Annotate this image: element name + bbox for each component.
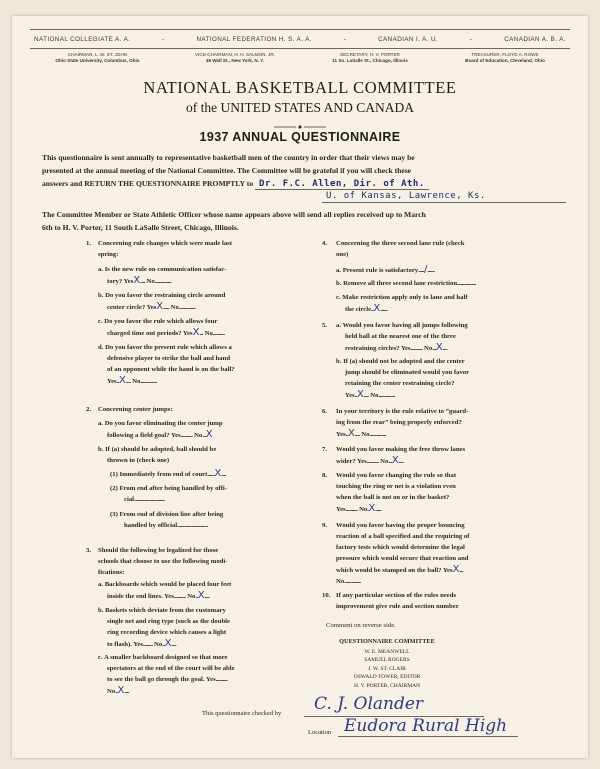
check-no-mark[interactable]: X xyxy=(117,685,125,696)
check-no-mark[interactable]: X xyxy=(368,503,376,514)
location-label: Location xyxy=(308,729,332,736)
org-sep: - xyxy=(343,35,347,43)
check-no-mark[interactable]: X xyxy=(164,638,172,649)
comment-note: Comment on reverse side. xyxy=(326,622,396,629)
org-sep: - xyxy=(469,35,473,43)
question-2b1: (1) Immediately from end of court......X.... xyxy=(110,468,226,479)
checked-by-label: This questionnaire checked by xyxy=(202,710,282,717)
org-sep: - xyxy=(162,35,165,43)
intro-para-2a: The Committee Member or State Athletic Officer whose name appears above will send all replies received up to March xyxy=(42,210,426,219)
check-yes-mark[interactable]: X xyxy=(133,275,141,286)
location-signature[interactable]: Eudora Rural High xyxy=(344,716,508,736)
top-rule xyxy=(30,29,570,30)
committee-block: QUESTIONNAIRE COMMITTEE W. E. MEANWELL SAMUEL ROGERS J. W. ST. CLAIR OSWALD TOWER, EDITOR H. V. PORTER, CHAIRMAN xyxy=(339,638,435,689)
left-column: 1. Concerning rule changes which were made last spring: a. Is the new rule on communication satisfac- tory? YesX.... No.............. b. Do you favor the restraining circle around center circle? YesX..... No.............. c. Do you favor the rule which allows four charged time out periods? YesX... No.......... d. Do you favor the present rule which allows a defensive player to strike the ball and hand of an opponent while the hand is on the ball? Yes..X.... No.............. 2. Concerning center jumps: a. Do you favor eliminating the center jump following a field goal? Yes.......... No...X b. If (a) should be adopted, ball should be thrown in (check one) (1) Immediately from end of court......X.... (2) From end after being handled by offi- cial.......................... (3) From end of division line after being handled by official.......................... 3. Should the following be legalized for those schools that choose to use the following modi- fications: a. Backboards which would be placed four feet inside the end lines. Yes.......... No..X.... b. Baskets which deviate from the customary single net and ring type (such as the double ring recording device which causes a light to flash). Yes........ No..X.... c. A smaller backboard designed so that more spectators at the end of the court will be able to see the ball go through the goal. Yes.......... No..X.... xyxy=(86,238,318,698)
org-ciau: CANADIAN I. A. U. xyxy=(378,35,439,43)
check-yes-mark[interactable]: X xyxy=(357,389,364,400)
check-yes-mark[interactable]: X xyxy=(452,564,460,575)
addressee-line-1: Dr. F.C. Allen, Dir. of Ath. xyxy=(255,179,429,190)
addressee-line-2: U. of Kansas, Lawrence, Ks. xyxy=(322,191,566,203)
check-no-mark[interactable]: X xyxy=(435,342,443,353)
question-3a: a. Backboards which would be placed four feet inside the end lines. Yes.......... No..X.... xyxy=(98,581,232,601)
org-rule xyxy=(30,48,570,49)
intro-para-2b: 6th to H. V. Porter, 11 South LaSalle Street, Chicago, Illinois. xyxy=(42,223,239,232)
officer-chairman: CHAIRMAN, L. W. ST. JOHN Ohio State University, Columbus, Ohio xyxy=(55,52,140,64)
question-5b: b. If (a) should not be adopted and the center jump should be eliminated would you favor retaining the center restraining circle? Yes..X.... No.............. xyxy=(336,358,470,400)
checked-by-signature[interactable]: C. J. Olander xyxy=(314,694,424,714)
org-nfhsaa: NATIONAL FEDERATION H. S. A. A. xyxy=(196,35,312,43)
org-ncaa: NATIONAL COLLEGIATE A. A. xyxy=(34,35,131,43)
check-yes-mark[interactable]: X xyxy=(156,301,164,312)
question-2b3: (3) From end of division line after being handled by official.......................... xyxy=(110,511,224,529)
intro-line-3: answers and RETURN THE QUESTIONNAIRE PROMPTLY to Dr. F.C. Allen, Dir. of Ath. xyxy=(42,177,558,191)
questionnaire-heading: 1937 ANNUAL QUESTIONNAIRE xyxy=(199,130,401,144)
check-yes-mark[interactable]: X xyxy=(119,375,126,386)
officer-secretary: SECRETARY, H. V. PORTER 11 So. LaSalle St., Chicago, Illinois xyxy=(332,52,408,64)
officer-vice-chairman: VICE-CHAIRMAN, H. H. SALMON, JR. 49 Wall St., New York, N. Y. xyxy=(195,52,275,64)
check-one-mark[interactable]: / xyxy=(424,264,428,275)
officer-treasurer: TREASURER, FLOYD A. ROWE Board of Education, Cleveland, Ohio xyxy=(465,52,545,64)
check-mark[interactable]: X xyxy=(373,303,381,314)
question-4a: a. Present rule is satisfactory...../...... xyxy=(336,264,435,275)
check-no-mark[interactable]: X xyxy=(205,429,213,440)
question-3b: b. Baskets which deviate from the customary single net and ring type (such as the double ring recording device which causes a light to flash). Yes........ No..X.... xyxy=(98,607,230,649)
page-subtitle: of the UNITED STATES AND CANADA xyxy=(185,100,415,115)
question-1a: a. Is the new rule on communication satisfac- tory? YesX.... No.............. xyxy=(98,266,227,286)
location-line xyxy=(338,736,518,737)
officers-row xyxy=(30,52,570,76)
organizations-bar xyxy=(34,32,566,46)
question-1b: b. Do you favor the restraining circle around center circle? YesX..... No.............. xyxy=(98,292,226,312)
question-2a: a. Do you favor eliminating the center jump following a field goal? Yes.......... No...X xyxy=(98,420,223,440)
question-2b: b. If (a) should be adopted, ball should be thrown in (check one) xyxy=(98,446,217,464)
question-3c: c. A smaller backboard designed so that more spectators at the end of the court will be able to see the ball go through the goal. Yes.......... No..X.... xyxy=(98,654,235,696)
question-1d: d. Do you favor the present rule which allows a defensive player to strike the ball and hand of an opponent while the hand is on the ball? Yes..X.... No.............. xyxy=(98,344,235,386)
right-column: 4. Concerning the three second lane rule (check one) a. Present rule is satisfactory...../...... b. Remove all three second lane restriction................ c. Make restriction apply only to lane and half the circle..X...... 5. a. Would you favor having all jumps following held ball at the nearest one of the three restraining circles? Yes.......... No...X.... b. If (a) should not be adopted and the center jump should be eliminated would you favor retaining the center restraining circle? Yes..X.... No.............. 6. In your territory is the rule relative to “guard- ing from the rear” being properly enforced? Yes..X.... No.............. 7. Would you favor making the free throw lanes wider? Yes.......... No...X.... 8. Would you favor changing the rule so that touching the ring or net is a violation even when the ball is not on or in the basket? Yes.......... No.X..... 9. Would you favor having the proper bouncing reaction of a ball specified and the requiring of factory tests which would determine the legal pressure which would secure that reaction and which would be stamped on the ball? YesX... No.............. 10. If any particular section of the rules needs improvement give rule and section number Comment on reverse side. xyxy=(322,238,562,698)
question-4b: b. Remove all three second lane restriction................ xyxy=(336,280,476,287)
page-title: NATIONAL BASKETBALL COMMITTEE xyxy=(143,78,457,97)
intro-line-1: This questionnaire is sent annually to representative basketball men of the country in order that their views may be xyxy=(42,153,415,162)
check-yes-mark[interactable]: X xyxy=(192,327,200,338)
question-4c: c. Make restriction apply only to lane and half the circle..X...... xyxy=(336,294,468,314)
intro-line-2: presented at the annual meeting of the National Committee. The Committee will be grateful if you will check these xyxy=(42,166,412,175)
check-mark[interactable]: X xyxy=(214,468,222,479)
question-2b2: (2) From end after being handled by offi- cial.......................... xyxy=(110,485,227,503)
check-no-mark[interactable]: X xyxy=(197,590,205,601)
question-1c: c. Do you favor the rule which allows four charged time out periods? YesX... No.......... xyxy=(98,318,225,338)
check-yes-mark[interactable]: X xyxy=(348,428,355,439)
check-no-mark[interactable]: X xyxy=(391,455,399,466)
org-caba: CANADIAN A. B. A. xyxy=(504,35,566,43)
questionnaire-page xyxy=(12,16,588,758)
